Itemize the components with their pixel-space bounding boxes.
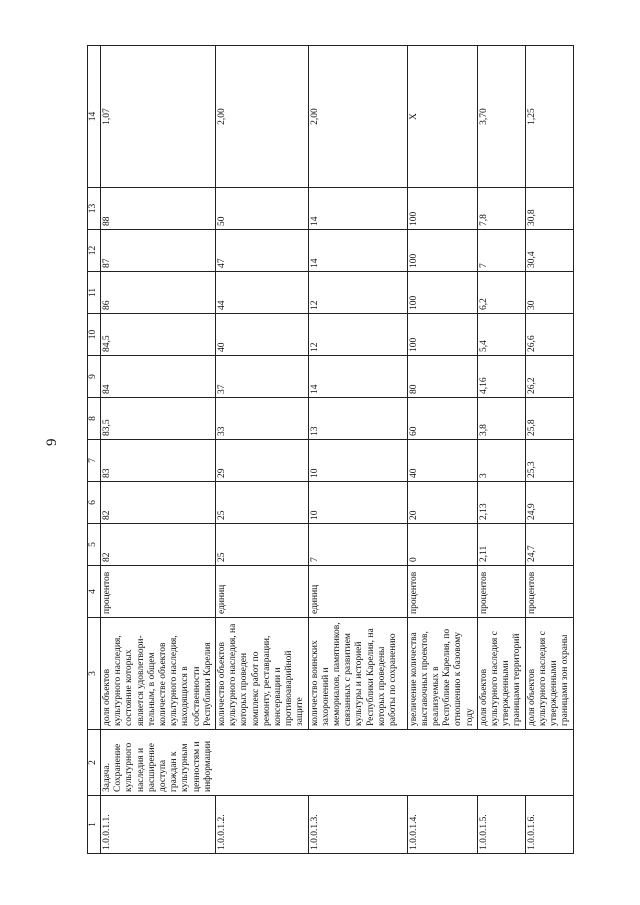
value-cell: 30,8 bbox=[525, 188, 573, 230]
value-cell: 2,11 bbox=[477, 524, 525, 566]
value-cell: 83,5 bbox=[101, 398, 216, 440]
value-cell: 88 bbox=[101, 188, 216, 230]
value-cell: 20 bbox=[407, 482, 477, 524]
row-code: 1.0.0.1.1. bbox=[101, 796, 216, 854]
value-cell: 6,2 bbox=[477, 272, 525, 314]
value-cell: 3,8 bbox=[477, 398, 525, 440]
total-cell: 2,00 bbox=[216, 46, 309, 188]
value-cell: 10 bbox=[308, 482, 407, 524]
header-cell: 5 bbox=[88, 524, 101, 566]
header-cell: 10 bbox=[88, 314, 101, 356]
value-cell: 82 bbox=[101, 524, 216, 566]
indicator-cell: количество объектов культурного наследия, на которых проведен комплекс работ по ремонту, реставрации, консервации и противоаварийной защите bbox=[216, 618, 309, 730]
header-cell: 7 bbox=[88, 440, 101, 482]
value-cell: 84 bbox=[101, 356, 216, 398]
value-cell: 24,9 bbox=[525, 482, 573, 524]
row-code: 1.0.0.1.2. bbox=[216, 796, 309, 854]
value-cell: 7 bbox=[308, 524, 407, 566]
value-cell: 60 bbox=[407, 398, 477, 440]
value-cell: 24,7 bbox=[525, 524, 573, 566]
value-cell: 5,4 bbox=[477, 314, 525, 356]
header-cell: 12 bbox=[88, 230, 101, 272]
value-cell: 13 bbox=[308, 398, 407, 440]
row-code: 1.0.0.1.3. bbox=[308, 796, 407, 854]
indicator-cell: доля объектов культурного наследия с утвержденными границами зон охраны bbox=[525, 618, 573, 730]
value-cell: 7 bbox=[477, 230, 525, 272]
value-cell: 100 bbox=[407, 230, 477, 272]
unit-cell: процентов bbox=[477, 566, 525, 618]
value-cell: 26,6 bbox=[525, 314, 573, 356]
value-cell: 87 bbox=[101, 230, 216, 272]
header-cell: 11 bbox=[88, 272, 101, 314]
total-cell: 2,00 bbox=[308, 46, 407, 188]
header-cell: 2 bbox=[88, 730, 101, 796]
value-cell: 100 bbox=[407, 272, 477, 314]
value-cell: 80 bbox=[407, 356, 477, 398]
unit-cell: единиц bbox=[308, 566, 407, 618]
value-cell: 30 bbox=[525, 272, 573, 314]
task-cell: Задача. Сохранение культурного наследия и расширение доступа граждан к культурным ценностям и информации bbox=[101, 730, 574, 796]
value-cell: 2,13 bbox=[477, 482, 525, 524]
row-code: 1.0.0.1.6. bbox=[525, 796, 573, 854]
table-row bbox=[101, 46, 216, 854]
value-cell: 12 bbox=[308, 272, 407, 314]
header-cell: 1 bbox=[88, 796, 101, 854]
value-cell: 37 bbox=[216, 356, 309, 398]
value-cell: 100 bbox=[407, 314, 477, 356]
indicator-cell: количество воинских захоронений и мемориалов, памятников, связанных с развитием культуры и историей Республики Карелия, на которых проведены работы по сохранению bbox=[308, 618, 407, 730]
header-cell: 9 bbox=[88, 356, 101, 398]
rotated-table-wrapper bbox=[87, 64, 571, 854]
value-cell: 10 bbox=[308, 440, 407, 482]
value-cell: 7,8 bbox=[477, 188, 525, 230]
header-cell: 4 bbox=[88, 566, 101, 618]
row-code: 1.0.0.1.4. bbox=[407, 796, 477, 854]
total-cell: 3,70 bbox=[477, 46, 525, 188]
indicator-cell: доля объектов культурного наследия, состояние которых является удовлетвори-тельным, в общем количестве объектов культурного наследия, находящихся в собственности Республики Карелия bbox=[101, 618, 216, 730]
indicators-table bbox=[87, 45, 574, 854]
value-cell: 14 bbox=[308, 230, 407, 272]
value-cell: 82 bbox=[101, 482, 216, 524]
value-cell: 84,5 bbox=[101, 314, 216, 356]
indicator-cell: увеличение количества выставочных проектов, реализуемых в Республике Карелия, по отношению к базовому году bbox=[407, 618, 477, 730]
value-cell: 83 bbox=[101, 440, 216, 482]
value-cell: 25 bbox=[216, 524, 309, 566]
value-cell: 47 bbox=[216, 230, 309, 272]
header-cell: 14 bbox=[88, 46, 101, 188]
indicator-cell: доля объектов культурного наследия с утвержденными границами территорий bbox=[477, 618, 525, 730]
value-cell: 26,2 bbox=[525, 356, 573, 398]
unit-cell: процентов bbox=[407, 566, 477, 618]
value-cell: 100 bbox=[407, 188, 477, 230]
value-cell: 86 bbox=[101, 272, 216, 314]
value-cell: 25,8 bbox=[525, 398, 573, 440]
total-cell: X bbox=[407, 46, 477, 188]
header-cell: 6 bbox=[88, 482, 101, 524]
value-cell: 40 bbox=[407, 440, 477, 482]
value-cell: 12 bbox=[308, 314, 407, 356]
value-cell: 25 bbox=[216, 482, 309, 524]
value-cell: 3 bbox=[477, 440, 525, 482]
header-cell: 3 bbox=[88, 618, 101, 730]
value-cell: 30,4 bbox=[525, 230, 573, 272]
value-cell: 40 bbox=[216, 314, 309, 356]
value-cell: 44 bbox=[216, 272, 309, 314]
value-cell: 14 bbox=[308, 356, 407, 398]
value-cell: 29 bbox=[216, 440, 309, 482]
unit-cell: процентов bbox=[101, 566, 216, 618]
unit-cell: единиц bbox=[216, 566, 309, 618]
value-cell: 25,3 bbox=[525, 440, 573, 482]
header-row bbox=[88, 46, 101, 854]
header-cell: 8 bbox=[88, 398, 101, 440]
total-cell: 1,25 bbox=[525, 46, 573, 188]
value-cell: 0 bbox=[407, 524, 477, 566]
value-cell: 14 bbox=[308, 188, 407, 230]
value-cell: 4,16 bbox=[477, 356, 525, 398]
value-cell: 50 bbox=[216, 188, 309, 230]
page-number: 9 bbox=[44, 438, 60, 446]
header-cell: 13 bbox=[88, 188, 101, 230]
total-cell: 1,07 bbox=[101, 46, 216, 188]
value-cell: 33 bbox=[216, 398, 309, 440]
unit-cell: процентов bbox=[525, 566, 573, 618]
row-code: 1.0.0.1.5. bbox=[477, 796, 525, 854]
